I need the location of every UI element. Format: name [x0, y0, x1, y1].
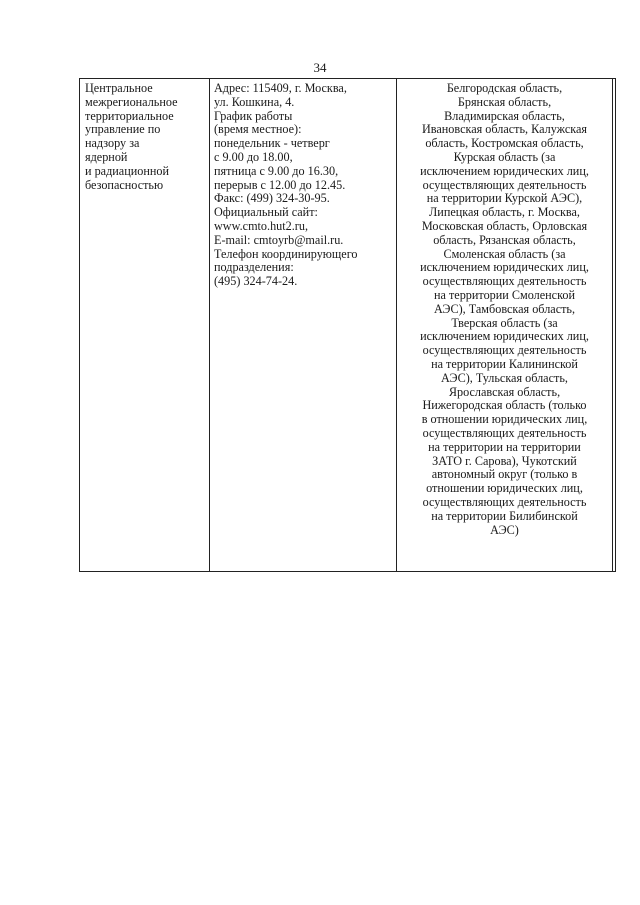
territory-line: Тверская область (за — [451, 315, 558, 330]
contacts-cell — [210, 79, 397, 571]
contacts-line: www.cmto.hut2.ru, — [214, 218, 308, 233]
territory-line: на территории Смоленской — [434, 287, 575, 302]
territory-line: на территории на территории — [428, 439, 581, 454]
territory-line: на территории Билибинской — [431, 508, 578, 523]
territory-line: в отношении юридических лиц, — [421, 412, 588, 427]
territory-line: осуществляющих деятельность — [422, 343, 587, 358]
contacts-line: с 9.00 до 18.00, — [214, 149, 293, 164]
territory-line: Смоленская область (за — [443, 246, 566, 261]
territory-line: область, Рязанская область, — [433, 232, 576, 247]
contacts-line: (495) 324-74-24. — [214, 274, 298, 289]
organization-line: ядерной — [85, 149, 128, 164]
page-number: 34 — [313, 60, 327, 75]
contacts-line: Факс: (499) 324-30-95. — [214, 191, 330, 206]
territory-line: Владимирская область, — [444, 108, 565, 123]
territory-cell — [397, 79, 613, 571]
organization-line: и радиационной — [85, 163, 170, 178]
contacts-line: График работы — [214, 108, 293, 123]
territorial-authority-table — [79, 78, 616, 572]
contacts-line: Телефон координирующего — [214, 246, 358, 261]
territory-line: на территории Курской АЭС), — [426, 191, 583, 206]
territory-line: исключением юридических лиц, — [420, 163, 589, 178]
organization-cell — [80, 79, 210, 571]
contacts-line: перерыв с 12.00 до 12.45. — [214, 177, 346, 192]
organization-line: Центральное — [85, 81, 153, 95]
territory-line: ЗАТО г. Сарова), Чукотский — [432, 453, 577, 468]
contacts-line: ул. Кошкина, 4. — [214, 94, 295, 109]
territory-line: АЭС), Тамбовская область, — [433, 301, 576, 316]
territory-line: осуществляющих деятельность — [422, 274, 587, 289]
territory-line: АЭС) — [490, 522, 519, 537]
territory-line: осуществляющих деятельность — [422, 425, 587, 440]
territory-line: Нижегородская область (только — [422, 398, 587, 413]
territory-line: отношении юридических лиц, — [426, 481, 583, 496]
territory-line: область, Костромская область, — [425, 136, 584, 151]
contacts-line: пятница с 9.00 до 16.30, — [214, 163, 339, 178]
organization-line: безопасностью — [85, 177, 164, 192]
territory-line: исключением юридических лиц, — [420, 260, 589, 275]
contacts-line: E-mail: cmtoyrb@mail.ru. — [214, 232, 344, 247]
territory-line: Брянская область, — [457, 94, 552, 109]
territory-line: Белгородская область, — [446, 81, 563, 95]
contacts-line: Официальный сайт: — [214, 205, 318, 220]
territory-line: автономный округ (только в — [431, 467, 578, 482]
contacts-line: понедельник - четверг — [214, 136, 330, 151]
organization-line: межрегиональное — [85, 94, 178, 109]
territory-line: на территории Калининской — [431, 356, 578, 371]
contacts-line: подразделения: — [214, 260, 294, 275]
contacts-line: Адрес: 115409, г. Москва, — [214, 81, 347, 95]
organization-line: территориальное — [85, 108, 174, 123]
contacts-line: (время местное): — [214, 122, 302, 137]
territory-line: осуществляющих деятельность — [422, 177, 587, 192]
territory-line: Липецкая область, г. Москва, — [429, 205, 580, 220]
territory-line: Ярославская область, — [448, 384, 561, 399]
territory-line: исключением юридических лиц, — [420, 329, 589, 344]
territory-line: Курская область (за — [453, 149, 556, 164]
territory-line: осуществляющих деятельность — [422, 494, 587, 509]
organization-line: управление по — [85, 122, 161, 137]
territory-line: Ивановская область, Калужская — [421, 122, 588, 137]
organization-line: надзору за — [85, 136, 140, 151]
territory-line: Московская область, Орловская — [421, 218, 588, 233]
territory-line: АЭС), Тульская область, — [441, 370, 568, 385]
